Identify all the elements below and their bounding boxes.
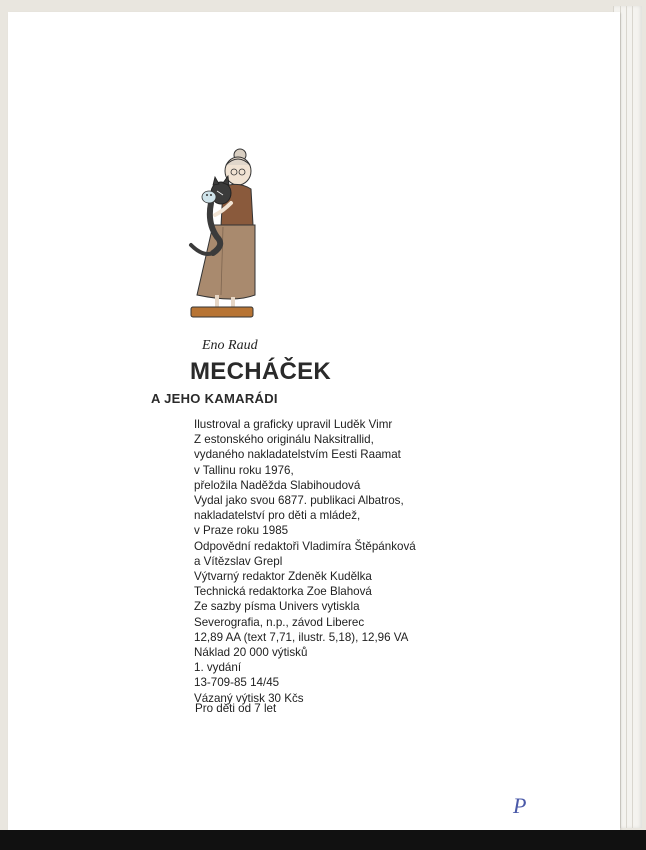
imprint-line: nakladatelství pro děti a mládež, [194, 509, 361, 523]
imprint-line: přeložila Naděžda Slabihoudová [194, 478, 361, 492]
imprint-line: Náklad 20 000 výtisků [194, 646, 308, 660]
grandmother-with-cat-illustration [183, 145, 263, 327]
imprint-line: Ilustroval a graficky upravil Luděk Vimr [194, 418, 393, 431]
age-recommendation: Pro děti od 7 let [195, 702, 277, 715]
imprint-line: Výtvarný redaktor Zdeněk Kudělka [194, 570, 372, 584]
handwritten-mark: P [513, 793, 527, 818]
imprint-line: vydaného nakladatelstvím Eesti Raamat [194, 448, 401, 462]
imprint-block [194, 417, 514, 706]
imprint-line: 12,89 AA (text 7,71, ilustr. 5,18), 12,96 VA [194, 630, 409, 644]
title-verso-page [8, 12, 620, 830]
book-subtitle: A JEHO KAMARÁDI [151, 391, 278, 406]
imprint-line: 1. vydání [194, 661, 242, 675]
imprint-line: Ze sazby písma Univers vytiskla [194, 600, 360, 614]
imprint-line: a Vítězslav Grepl [194, 554, 283, 568]
imprint-line: Z estonského originálu Naksitrallid, [194, 433, 374, 447]
imprint-line: Severografia, n.p., závod Liberec [194, 615, 365, 629]
imprint-line: v Praze roku 1985 [194, 524, 289, 538]
imprint-line: Vázaný výtisk 30 Kčs [194, 691, 304, 705]
imprint-line: Vydal jako svou 6877. publikaci Albatros, [194, 494, 404, 508]
scan-bottom-edge [0, 830, 646, 850]
imprint-line: Technická redaktorka Zoe Blahová [194, 585, 372, 599]
author-name: Eno Raud [202, 338, 258, 353]
imprint-line: Odpovědní redaktoři Vladimíra Štěpánková [194, 539, 416, 553]
book-title: MECHÁČEK [190, 358, 332, 385]
imprint-line: 13-709-85 14/45 [194, 676, 280, 690]
imprint-line: v Tallinu roku 1976, [194, 463, 294, 477]
